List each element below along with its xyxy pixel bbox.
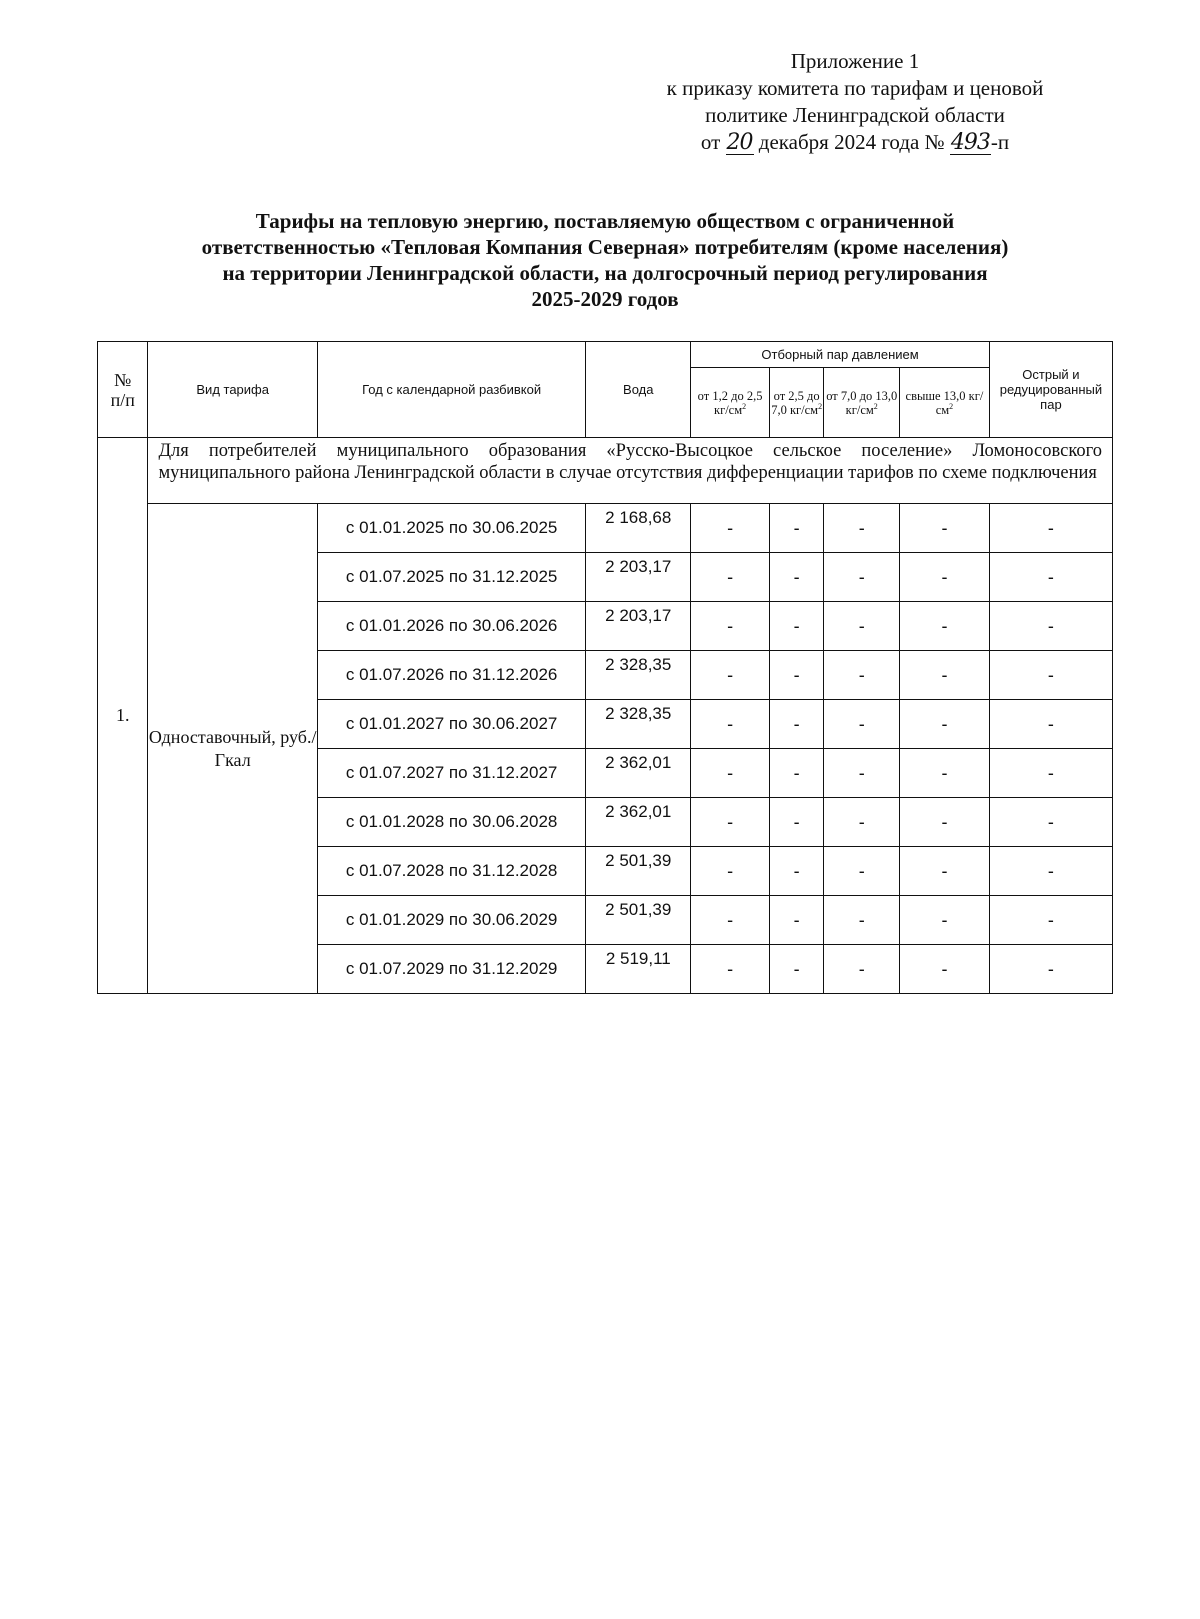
steam-1-cell: - bbox=[691, 896, 770, 945]
title-line: ответственностью «Тепловая Компания Северная» потребителям (кроме населения) bbox=[201, 235, 1009, 259]
steam-3-cell: - bbox=[824, 651, 900, 700]
steam-3-cell: - bbox=[824, 847, 900, 896]
steam-2-cell: - bbox=[769, 749, 823, 798]
water-tariff-cell: 2 362,01 bbox=[586, 749, 691, 798]
steam-4-cell: - bbox=[900, 749, 990, 798]
appendix-line: Приложение 1 bbox=[790, 49, 920, 73]
water-tariff-cell: 2 328,35 bbox=[586, 700, 691, 749]
header-period: Год с календарной разбивкой bbox=[317, 342, 585, 438]
steam-2-cell: - bbox=[769, 651, 823, 700]
water-tariff-cell: 2 519,11 bbox=[586, 945, 691, 994]
steam-3-cell: - bbox=[824, 945, 900, 994]
steam-4-cell: - bbox=[900, 798, 990, 847]
steam-1-cell: - bbox=[691, 945, 770, 994]
period-cell: с 01.01.2026 по 30.06.2026 bbox=[317, 602, 585, 651]
steam-4-cell: - bbox=[900, 553, 990, 602]
water-tariff-cell: 2 168,68 bbox=[586, 504, 691, 553]
steam-2-cell: - bbox=[769, 945, 823, 994]
period-cell: с 01.07.2027 по 31.12.2027 bbox=[317, 749, 585, 798]
document-title bbox=[100, 208, 1110, 312]
header-num: № п/п bbox=[98, 342, 148, 438]
period-cell: с 01.01.2028 по 30.06.2028 bbox=[317, 798, 585, 847]
title-line: на территории Ленинградской области, на долгосрочный период регулирования bbox=[222, 261, 988, 285]
header-steam-3: от 7,0 до 13,0 $кг/см^2$ bbox=[824, 368, 900, 438]
sharp-steam-cell: - bbox=[989, 945, 1112, 994]
sharp-steam-cell: - bbox=[989, 504, 1112, 553]
title-line: 2025-2029 годов bbox=[531, 287, 679, 311]
steam-4-cell: - bbox=[900, 504, 990, 553]
sharp-steam-cell: - bbox=[989, 651, 1112, 700]
date-middle: декабря 2024 года № bbox=[758, 130, 945, 154]
order-suffix: -п bbox=[990, 130, 1010, 154]
steam-4-cell: - bbox=[900, 700, 990, 749]
tariff-type-cell: Одноставочный, руб./Гкал bbox=[148, 504, 318, 994]
steam-1-cell: - bbox=[691, 651, 770, 700]
steam-1-cell: - bbox=[691, 602, 770, 651]
appendix-line: к приказу комитета по тарифам и ценовой bbox=[666, 76, 1044, 100]
steam-4-cell: - bbox=[900, 945, 990, 994]
sharp-steam-cell: - bbox=[989, 896, 1112, 945]
steam-1-cell: - bbox=[691, 749, 770, 798]
steam-4-cell: - bbox=[900, 651, 990, 700]
steam-1-cell: - bbox=[691, 847, 770, 896]
water-tariff-cell: 2 501,39 bbox=[586, 896, 691, 945]
header-steam-1: от 1,2 до 2,5 $кг/см^2$ bbox=[691, 368, 770, 438]
steam-3-cell: - bbox=[824, 504, 900, 553]
appendix-header bbox=[600, 48, 1110, 156]
water-tariff-cell: 2 362,01 bbox=[586, 798, 691, 847]
sharp-steam-cell: - bbox=[989, 847, 1112, 896]
steam-2-cell: - bbox=[769, 602, 823, 651]
steam-4-cell: - bbox=[900, 896, 990, 945]
sharp-steam-cell: - bbox=[989, 602, 1112, 651]
water-tariff-cell: 2 501,39 bbox=[586, 847, 691, 896]
table-row bbox=[98, 504, 1113, 553]
steam-3-cell: - bbox=[824, 602, 900, 651]
appendix-line: политике Ленинградской области bbox=[705, 103, 1005, 127]
header-steam-4: свыше 13,0 $кг/см^2$ bbox=[900, 368, 990, 438]
group-number: 1. bbox=[98, 438, 148, 994]
header-tariff-type: Вид тарифа bbox=[148, 342, 318, 438]
steam-2-cell: - bbox=[769, 553, 823, 602]
steam-3-cell: - bbox=[824, 798, 900, 847]
sharp-steam-cell: - bbox=[989, 749, 1112, 798]
sharp-steam-cell: - bbox=[989, 553, 1112, 602]
water-tariff-cell: 2 328,35 bbox=[586, 651, 691, 700]
steam-2-cell: - bbox=[769, 896, 823, 945]
steam-3-cell: - bbox=[824, 553, 900, 602]
steam-1-cell: - bbox=[691, 553, 770, 602]
header-steam-2: от 2,5 до 7,0 $кг/см^2$ bbox=[769, 368, 823, 438]
header-sharp-steam: Острый и редуцированный пар bbox=[989, 342, 1112, 438]
steam-2-cell: - bbox=[769, 504, 823, 553]
period-cell: с 01.01.2029 по 30.06.2029 bbox=[317, 896, 585, 945]
period-cell: с 01.07.2026 по 31.12.2026 bbox=[317, 651, 585, 700]
steam-1-cell: - bbox=[691, 504, 770, 553]
tariff-table bbox=[97, 341, 1113, 994]
steam-2-cell: - bbox=[769, 700, 823, 749]
period-cell: с 01.07.2025 по 31.12.2025 bbox=[317, 553, 585, 602]
date-prefix: от bbox=[700, 130, 721, 154]
order-date-line bbox=[600, 129, 1110, 156]
steam-4-cell: - bbox=[900, 602, 990, 651]
group-description: Для потребителей муниципального образования «Русско-Высоцкое сельское поселение» Ломоносовского муниципального района Ленинградской области в случае отсутствия дифференциации тарифов по схеме подключения bbox=[148, 438, 1113, 504]
steam-2-cell: - bbox=[769, 847, 823, 896]
period-cell: с 01.01.2025 по 30.06.2025 bbox=[317, 504, 585, 553]
water-tariff-cell: 2 203,17 bbox=[586, 602, 691, 651]
steam-2-cell: - bbox=[769, 798, 823, 847]
header-water: Вода bbox=[586, 342, 691, 438]
steam-3-cell: - bbox=[824, 749, 900, 798]
title-line: Тарифы на тепловую энергию, поставляемую обществом с ограниченной bbox=[255, 209, 955, 233]
period-cell: с 01.07.2028 по 31.12.2028 bbox=[317, 847, 585, 896]
steam-3-cell: - bbox=[824, 700, 900, 749]
steam-4-cell: - bbox=[900, 847, 990, 896]
steam-3-cell: - bbox=[824, 896, 900, 945]
steam-1-cell: - bbox=[691, 798, 770, 847]
handwritten-order-number: 493 bbox=[950, 130, 990, 155]
sharp-steam-cell: - bbox=[989, 700, 1112, 749]
handwritten-day: 20 bbox=[726, 130, 753, 155]
period-cell: с 01.07.2029 по 31.12.2029 bbox=[317, 945, 585, 994]
water-tariff-cell: 2 203,17 bbox=[586, 553, 691, 602]
header-steam-group: Отборный пар давлением bbox=[691, 342, 990, 368]
steam-1-cell: - bbox=[691, 700, 770, 749]
period-cell: с 01.01.2027 по 30.06.2027 bbox=[317, 700, 585, 749]
sharp-steam-cell: - bbox=[989, 798, 1112, 847]
